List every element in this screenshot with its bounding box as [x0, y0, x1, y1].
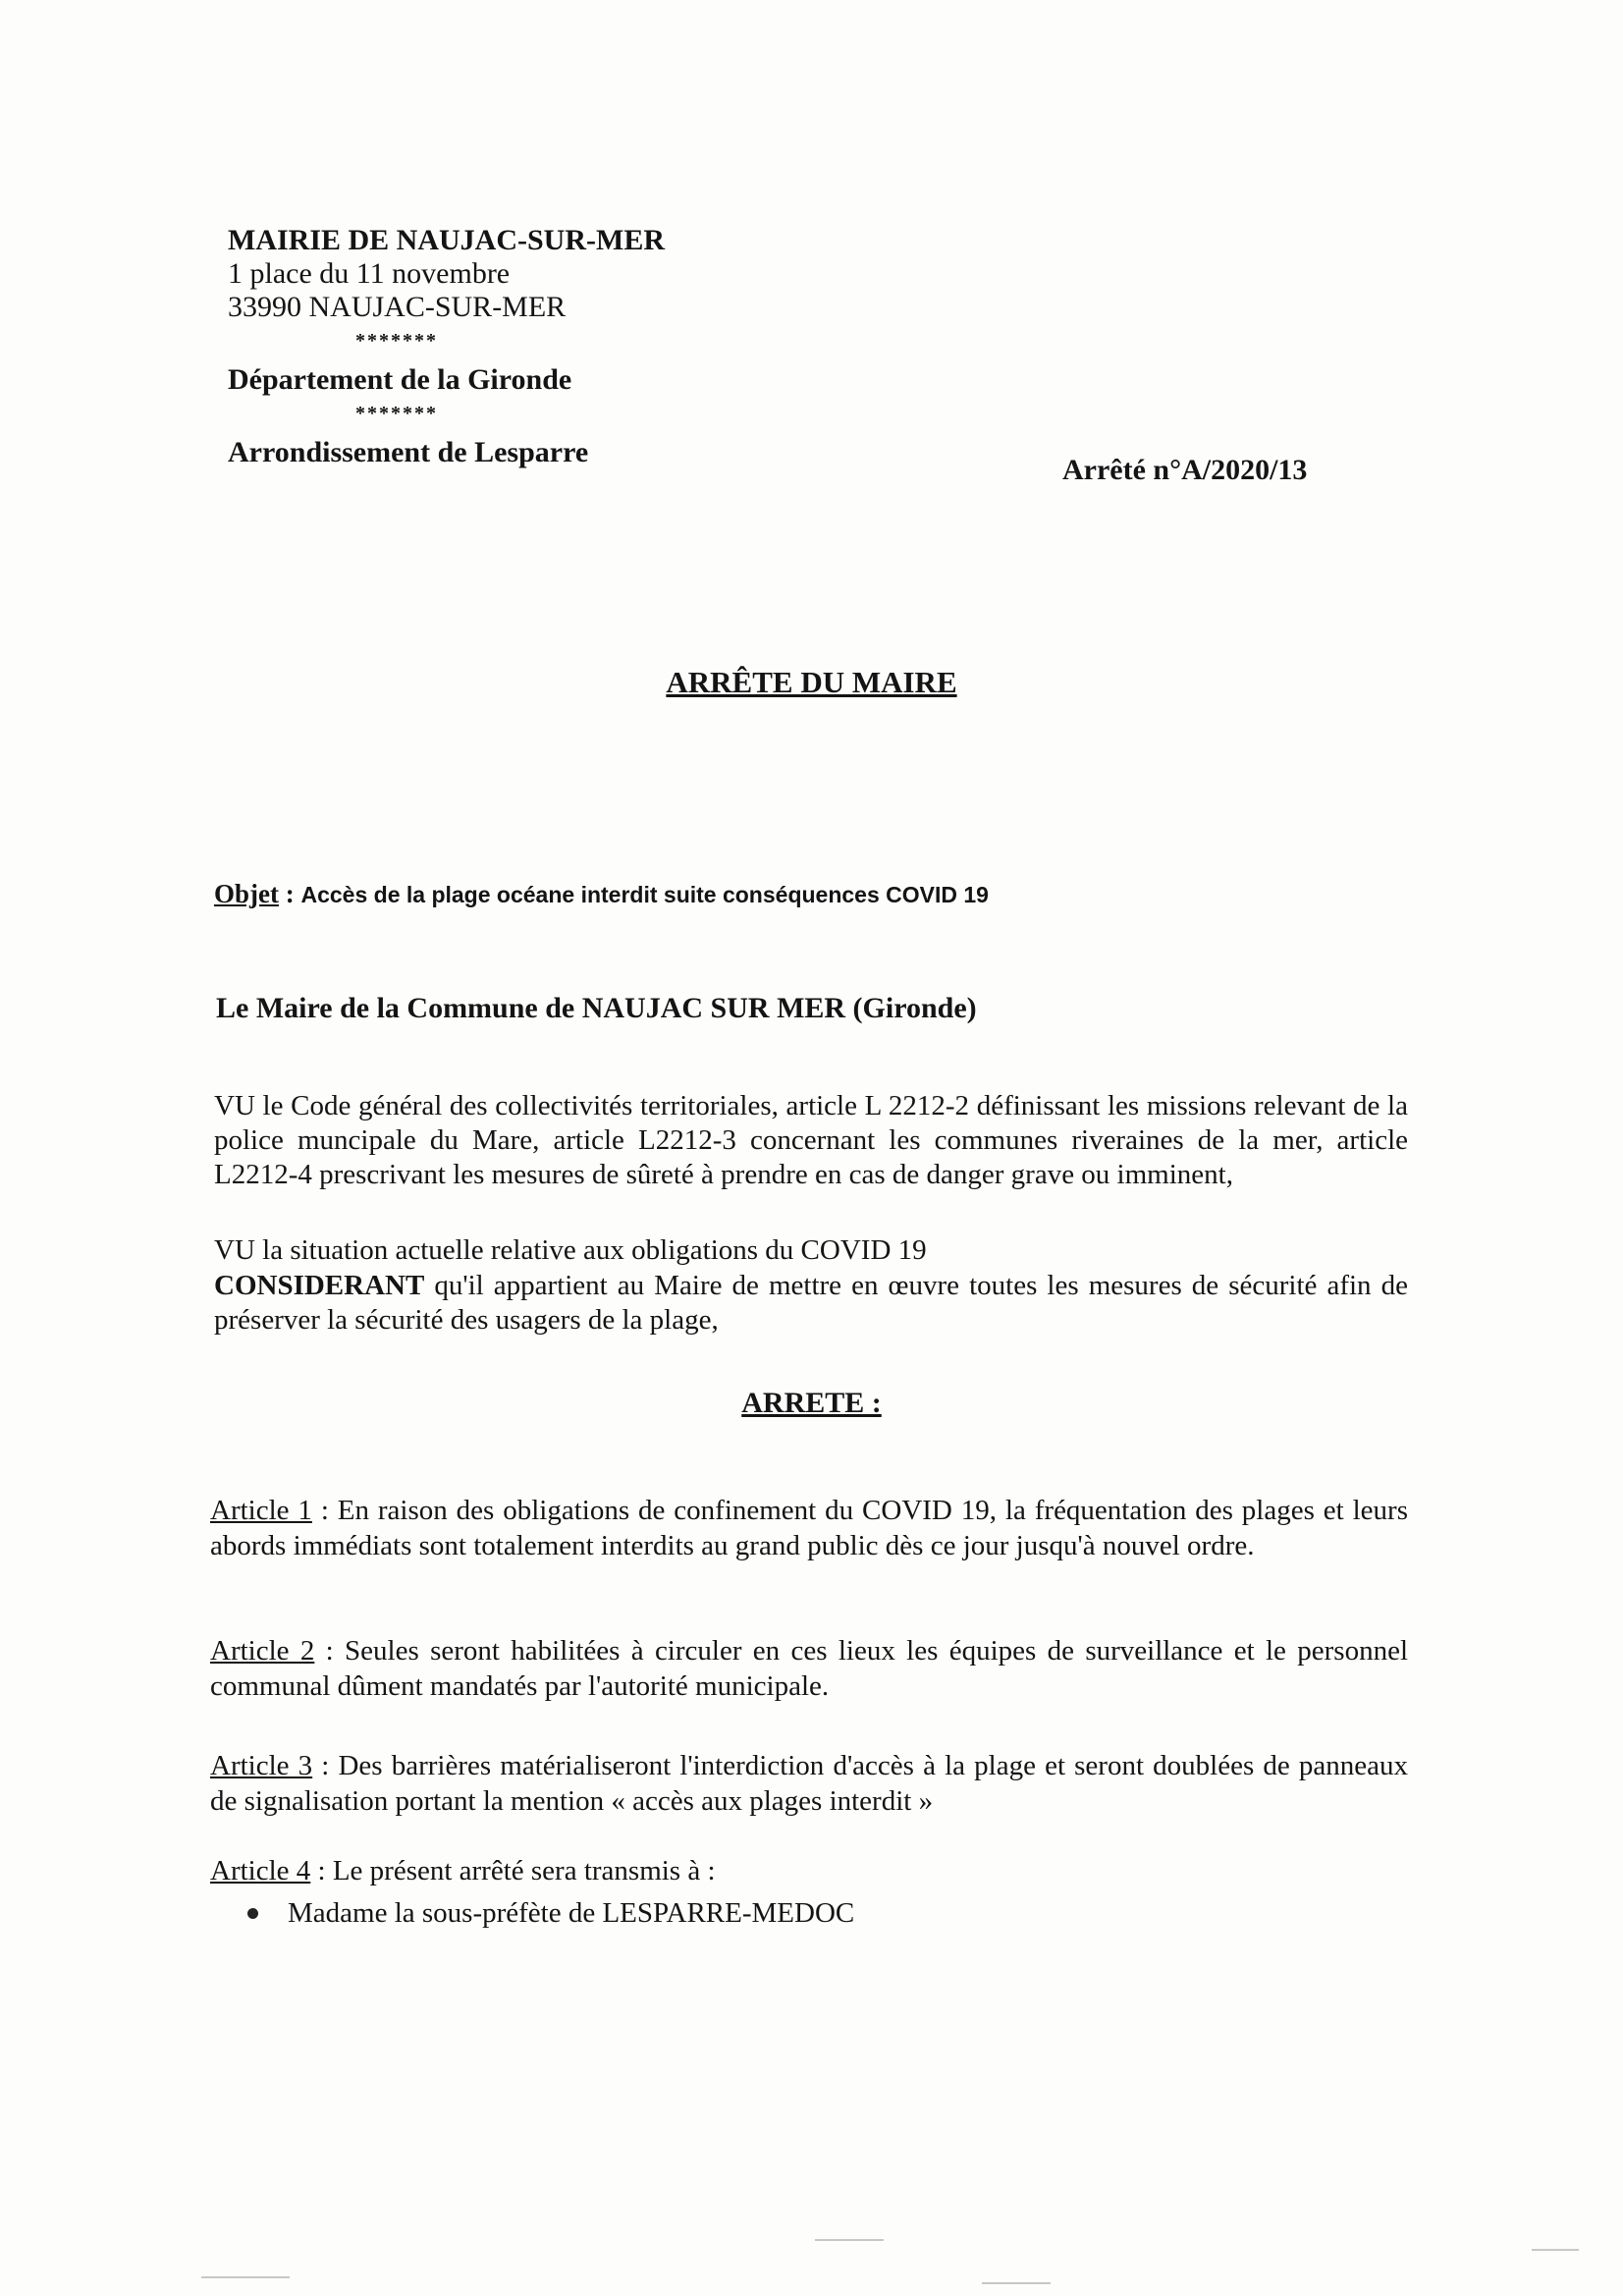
article-text: : Le présent arrêté sera transmis à : [310, 1855, 716, 1886]
mairie-address: 1 place du 11 novembre [228, 257, 511, 290]
objet-text: Accès de la plage océane interdit suite conséquences COVID 19 [300, 882, 989, 907]
article-4 [210, 1853, 1408, 1888]
article-text: : Seules seront habilitées à circuler en ces lieux les équipes de surveillance et le personnel communal dûment mandatés par l'autorité municipale. [210, 1635, 1408, 1702]
scan-artifact [982, 2282, 1051, 2284]
arrondissement: Arrondissement de Lesparre [228, 436, 589, 468]
mairie-postal-city: 33990 NAUJAC-SUR-MER [228, 291, 567, 323]
vu-code-paragraph: VU le Code général des collectivités territoriales, article L 2212-2 définissant les missions relevant de la police muncipale du Mare, article L2212-3 concernant les communes riveraines de la mer, article L2212-4 prescrivant les mesures de sûreté à prendre en cas de danger grave ou imminent, [214, 1090, 1408, 1190]
arrete-number: Arrêté n°A/2020/13 [1062, 454, 1308, 486]
article-2 [210, 1633, 1408, 1704]
considerant-paragraph [214, 1269, 1408, 1338]
recipient-list-item [247, 1895, 854, 1931]
article-label: Article 4 [210, 1855, 311, 1886]
scan-artifact [1532, 2249, 1579, 2251]
considerant-keyword: CONSIDERANT [214, 1270, 425, 1301]
separator-stars-2: ******* [355, 403, 438, 424]
bullet-icon [247, 1908, 258, 1919]
scan-artifact [815, 2239, 884, 2241]
article-3 [210, 1748, 1408, 1819]
article-text: : En raison des obligations de confinement du COVID 19, la fréquentation des plages et leurs abords immédiats sont totalement interdits au grand public dès ce jour jusqu'à nouvel ordre. [210, 1495, 1409, 1561]
article-label: Article 2 [210, 1635, 315, 1667]
arrete-heading [0, 1387, 1623, 1420]
separator-stars: ******* [355, 330, 438, 352]
mairie-name: MAIRIE DE NAUJAC-SUR-MER [228, 224, 665, 256]
considerant-text: qu'il appartient au Maire de mettre en œuvre toutes les mesures de sécurité afin de préserver la sécurité des usagers de la plage, [214, 1270, 1408, 1336]
document-title [0, 665, 1623, 700]
article-text: : Des barrières matérialiseront l'interdiction d'accès à la plage et seront doublées de panneaux de signalisation portant la mention « accès aux plages interdit » [210, 1750, 1408, 1817]
article-1 [210, 1493, 1408, 1563]
recipient-text: Madame la sous-préfète de LESPARRE-MEDOC [288, 1897, 855, 1929]
article-label: Article 3 [210, 1750, 313, 1781]
objet-label: Objet [214, 879, 279, 908]
letterhead [228, 224, 778, 469]
article-label: Article 1 [210, 1495, 312, 1526]
objet-separator: : [278, 879, 301, 908]
maire-line: Le Maire de la Commune de NAUJAC SUR MER (Gironde) [216, 992, 977, 1024]
document-title-text: ARRÊTE DU MAIRE [666, 665, 957, 699]
arrete-heading-text: ARRETE : [741, 1387, 882, 1419]
objet-line [214, 879, 1451, 909]
vu-situation-paragraph: VU la situation actuelle relative aux obligations du COVID 19 [214, 1234, 927, 1266]
scan-artifact [201, 2276, 290, 2278]
departement: Département de la Gironde [228, 363, 572, 396]
